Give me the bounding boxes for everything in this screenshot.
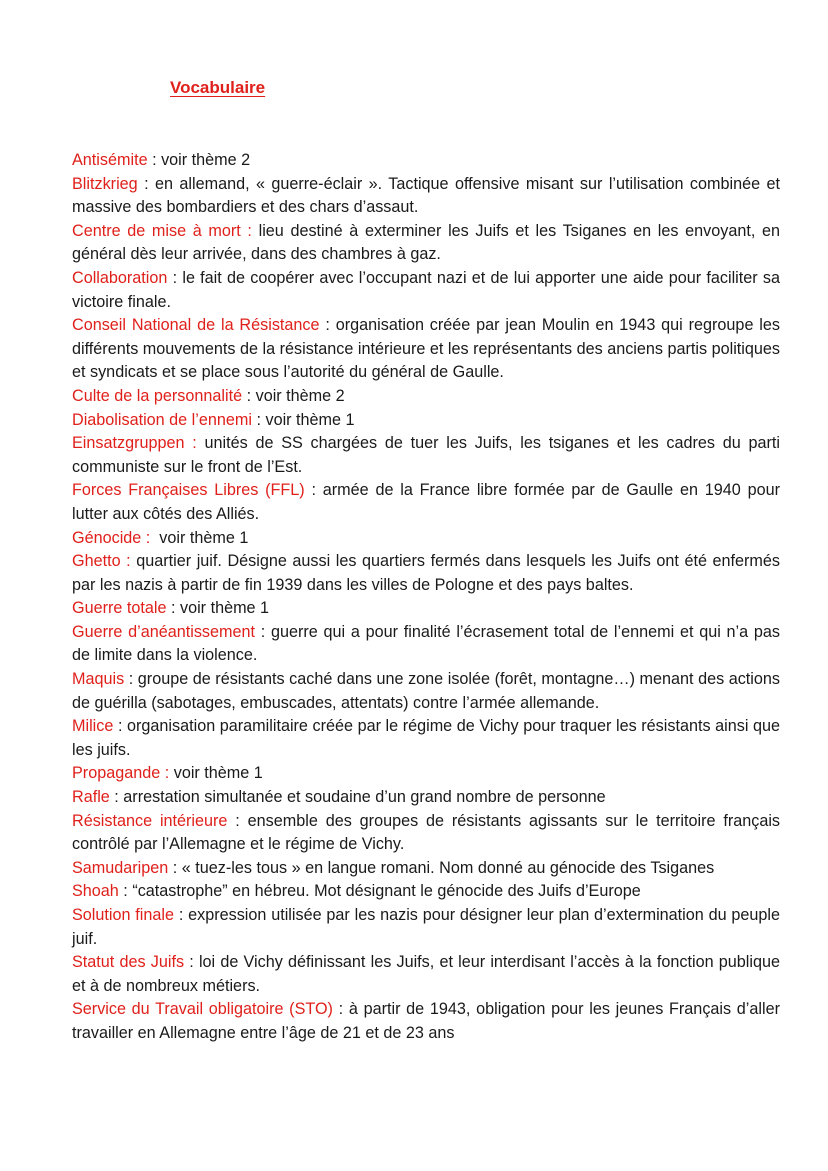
glossary-term: Rafle	[72, 788, 110, 807]
glossary-definition: armée de la France libre formée par de Gaulle en 1940 pour lutter aux côtés des Alliés.	[72, 481, 780, 523]
glossary-term: Résistance intérieure	[72, 811, 228, 830]
glossary-entry-ghetto	[72, 550, 780, 597]
glossary-term: Shoah	[72, 882, 119, 901]
term-separator: :	[147, 151, 162, 169]
glossary-definition: voir thème 2	[161, 151, 251, 169]
term-separator: :	[251, 410, 266, 429]
glossary-definition: groupe de résistants caché dans une zone isolée (forêt, montagne…) menant des actions de guérilla (sabotages, embuscades, attentats) contre l’armée allemande.	[72, 670, 781, 712]
glossary-definition: en allemand, « guerre-éclair ». Tactique offensive misant sur l’utilisation combinée et massive des bombardiers et des chars d’assaut.	[72, 174, 780, 217]
glossary-entry-einsatzgruppen	[72, 432, 780, 479]
term-separator	[197, 434, 205, 452]
glossary-entry-genocide	[72, 527, 780, 551]
term-separator: :	[319, 316, 336, 335]
glossary-term: Service du Travail obligatoire (STO)	[72, 1000, 333, 1019]
glossary-definition: le fait de coopérer avec l’occupant nazi et de lui apporter une aide pour faciliter sa victoire finale.	[72, 268, 780, 311]
glossary-entry-guerre-totale	[72, 597, 780, 621]
term-separator: :	[174, 906, 189, 924]
glossary-definition: quartier juif. Désigne aussi les quartiers fermés dans lesquels les Juifs ont été enfermés par les nazis à partir de fin 1939 dans les villes de Pologne et des pays baltes.	[72, 552, 781, 594]
glossary-definition: à partir de 1943, obligation pour les jeunes Français d’aller travailler en Allemagne entre l’âge de 21 et de 23 ans	[72, 1000, 780, 1042]
glossary-definition: voir thème 1	[265, 410, 355, 429]
glossary-definition: voir thème 2	[255, 386, 345, 405]
glossary-entry-solution-finale	[72, 904, 780, 951]
term-separator: :	[255, 622, 272, 641]
glossary-entry-ffl	[72, 479, 780, 526]
glossary-list	[72, 149, 780, 1046]
glossary-term: Centre de mise à mort :	[72, 221, 252, 240]
glossary-definition: organisation créée par jean Moulin en 1943 qui regroupe les différents mouvements de la résistance intérieure et les représentants des anciens partis politiques et syndicats et se place sous l’autorité du général de Gaulle.	[72, 316, 780, 382]
glossary-term: Forces Françaises Libres (FFL)	[72, 481, 305, 500]
glossary-definition: organisation paramilitaire créée par le régime de Vichy pour traquer les résistants ainsi que les juifs.	[72, 717, 780, 759]
glossary-entry-guerre-aneantissement	[72, 621, 780, 668]
glossary-definition: « tuez-les tous » en langue romani. Nom donné au génocide des Tsiganes	[181, 858, 715, 877]
term-separator: :	[137, 174, 155, 193]
glossary-term: Ghetto :	[72, 552, 131, 571]
glossary-definition: unités de SS chargées de tuer les Juifs, les tsiganes et les cadres du parti communiste sur le front de l’Est.	[72, 434, 780, 476]
glossary-term: Antisémite	[72, 151, 148, 169]
term-separator: :	[168, 858, 182, 877]
glossary-term: Guerre totale	[72, 599, 167, 618]
glossary-entry-milice	[72, 715, 780, 762]
glossary-term: Samudaripen	[72, 858, 169, 877]
glossary-term: Génocide :	[72, 528, 151, 547]
glossary-term: Culte de la personnalité	[72, 386, 243, 405]
glossary-definition: “catastrophe” en hébreu. Mot désignant le génocide des Juifs d’Europe	[132, 882, 641, 901]
glossary-term: Milice	[72, 717, 114, 736]
glossary-definition: ensemble des groupes de résistants agissants sur le territoire français contrôlé par l’Allemagne et le régime de Vichy.	[72, 811, 781, 854]
glossary-term: Einsatzgruppen :	[72, 434, 197, 453]
term-separator: :	[332, 1000, 349, 1019]
term-separator: :	[242, 386, 256, 405]
term-separator: :	[124, 670, 138, 689]
glossary-entry-antisemite	[72, 149, 780, 173]
glossary-definition: voir thème 1	[173, 764, 263, 783]
glossary-term: Guerre d’anéantissement	[72, 622, 256, 641]
glossary-term: Diabolisation de l’ennemi	[72, 410, 252, 429]
glossary-entry-conseil-national	[72, 314, 780, 385]
glossary-term: Solution finale	[72, 906, 175, 924]
glossary-definition: guerre qui a pour finalité l’écrasement total de l’ennemi et qui n’a pas de limite dans la violence.	[72, 622, 781, 665]
glossary-definition: voir thème 1	[159, 528, 249, 547]
term-separator: :	[113, 717, 128, 736]
term-separator: :	[118, 882, 133, 901]
term-separator: :	[304, 481, 323, 500]
term-separator: :	[109, 788, 124, 807]
glossary-entry-sto	[72, 998, 780, 1045]
term-separator: :	[227, 811, 248, 830]
page-title: Vocabulaire	[170, 78, 266, 97]
glossary-term: Maquis	[72, 670, 125, 689]
glossary-entry-samudaripen	[72, 857, 780, 881]
glossary-definition: voir thème 1	[179, 599, 270, 618]
glossary-term: Collaboration	[72, 268, 168, 287]
glossary-definition: loi de Vichy définissant les Juifs, et leur interdisant l’accès à la fonction publique et à de nombreux métiers.	[72, 953, 780, 995]
term-separator	[252, 222, 259, 240]
term-separator	[150, 529, 159, 547]
glossary-entry-propagande	[72, 762, 780, 786]
glossary-entry-statut-des-juifs	[72, 951, 780, 998]
glossary-entry-blitzkrieg	[72, 173, 780, 220]
glossary-definition: arrestation simultanée et soudaine d’un grand nombre de personne	[123, 788, 606, 807]
glossary-term: Propagande :	[72, 764, 170, 783]
term-separator: :	[166, 599, 180, 618]
glossary-entry-collaboration	[72, 267, 780, 314]
glossary-term: Blitzkrieg	[72, 174, 138, 193]
glossary-entry-centre-de-mise-a-mort	[72, 220, 780, 267]
glossary-term: Conseil National de la Résistance	[72, 316, 320, 335]
glossary-definition: expression utilisée par les nazis pour désigner leur plan d’extermination du peuple juif.	[72, 906, 780, 948]
glossary-definition: lieu destiné à exterminer les Juifs et les Tsiganes en les envoyant, en général dès leur arrivée, dans des chambres à gaz.	[72, 221, 780, 264]
glossary-entry-resistance-interieure	[72, 810, 780, 857]
glossary-term: Statut des Juifs	[72, 953, 185, 972]
glossary-entry-maquis	[72, 668, 780, 715]
glossary-entry-culte-personnalite	[72, 385, 780, 409]
glossary-entry-diabolisation	[72, 409, 780, 433]
term-separator: :	[184, 953, 199, 972]
glossary-entry-rafle	[72, 786, 780, 810]
term-separator: :	[167, 268, 183, 287]
glossary-entry-shoah	[72, 880, 780, 904]
